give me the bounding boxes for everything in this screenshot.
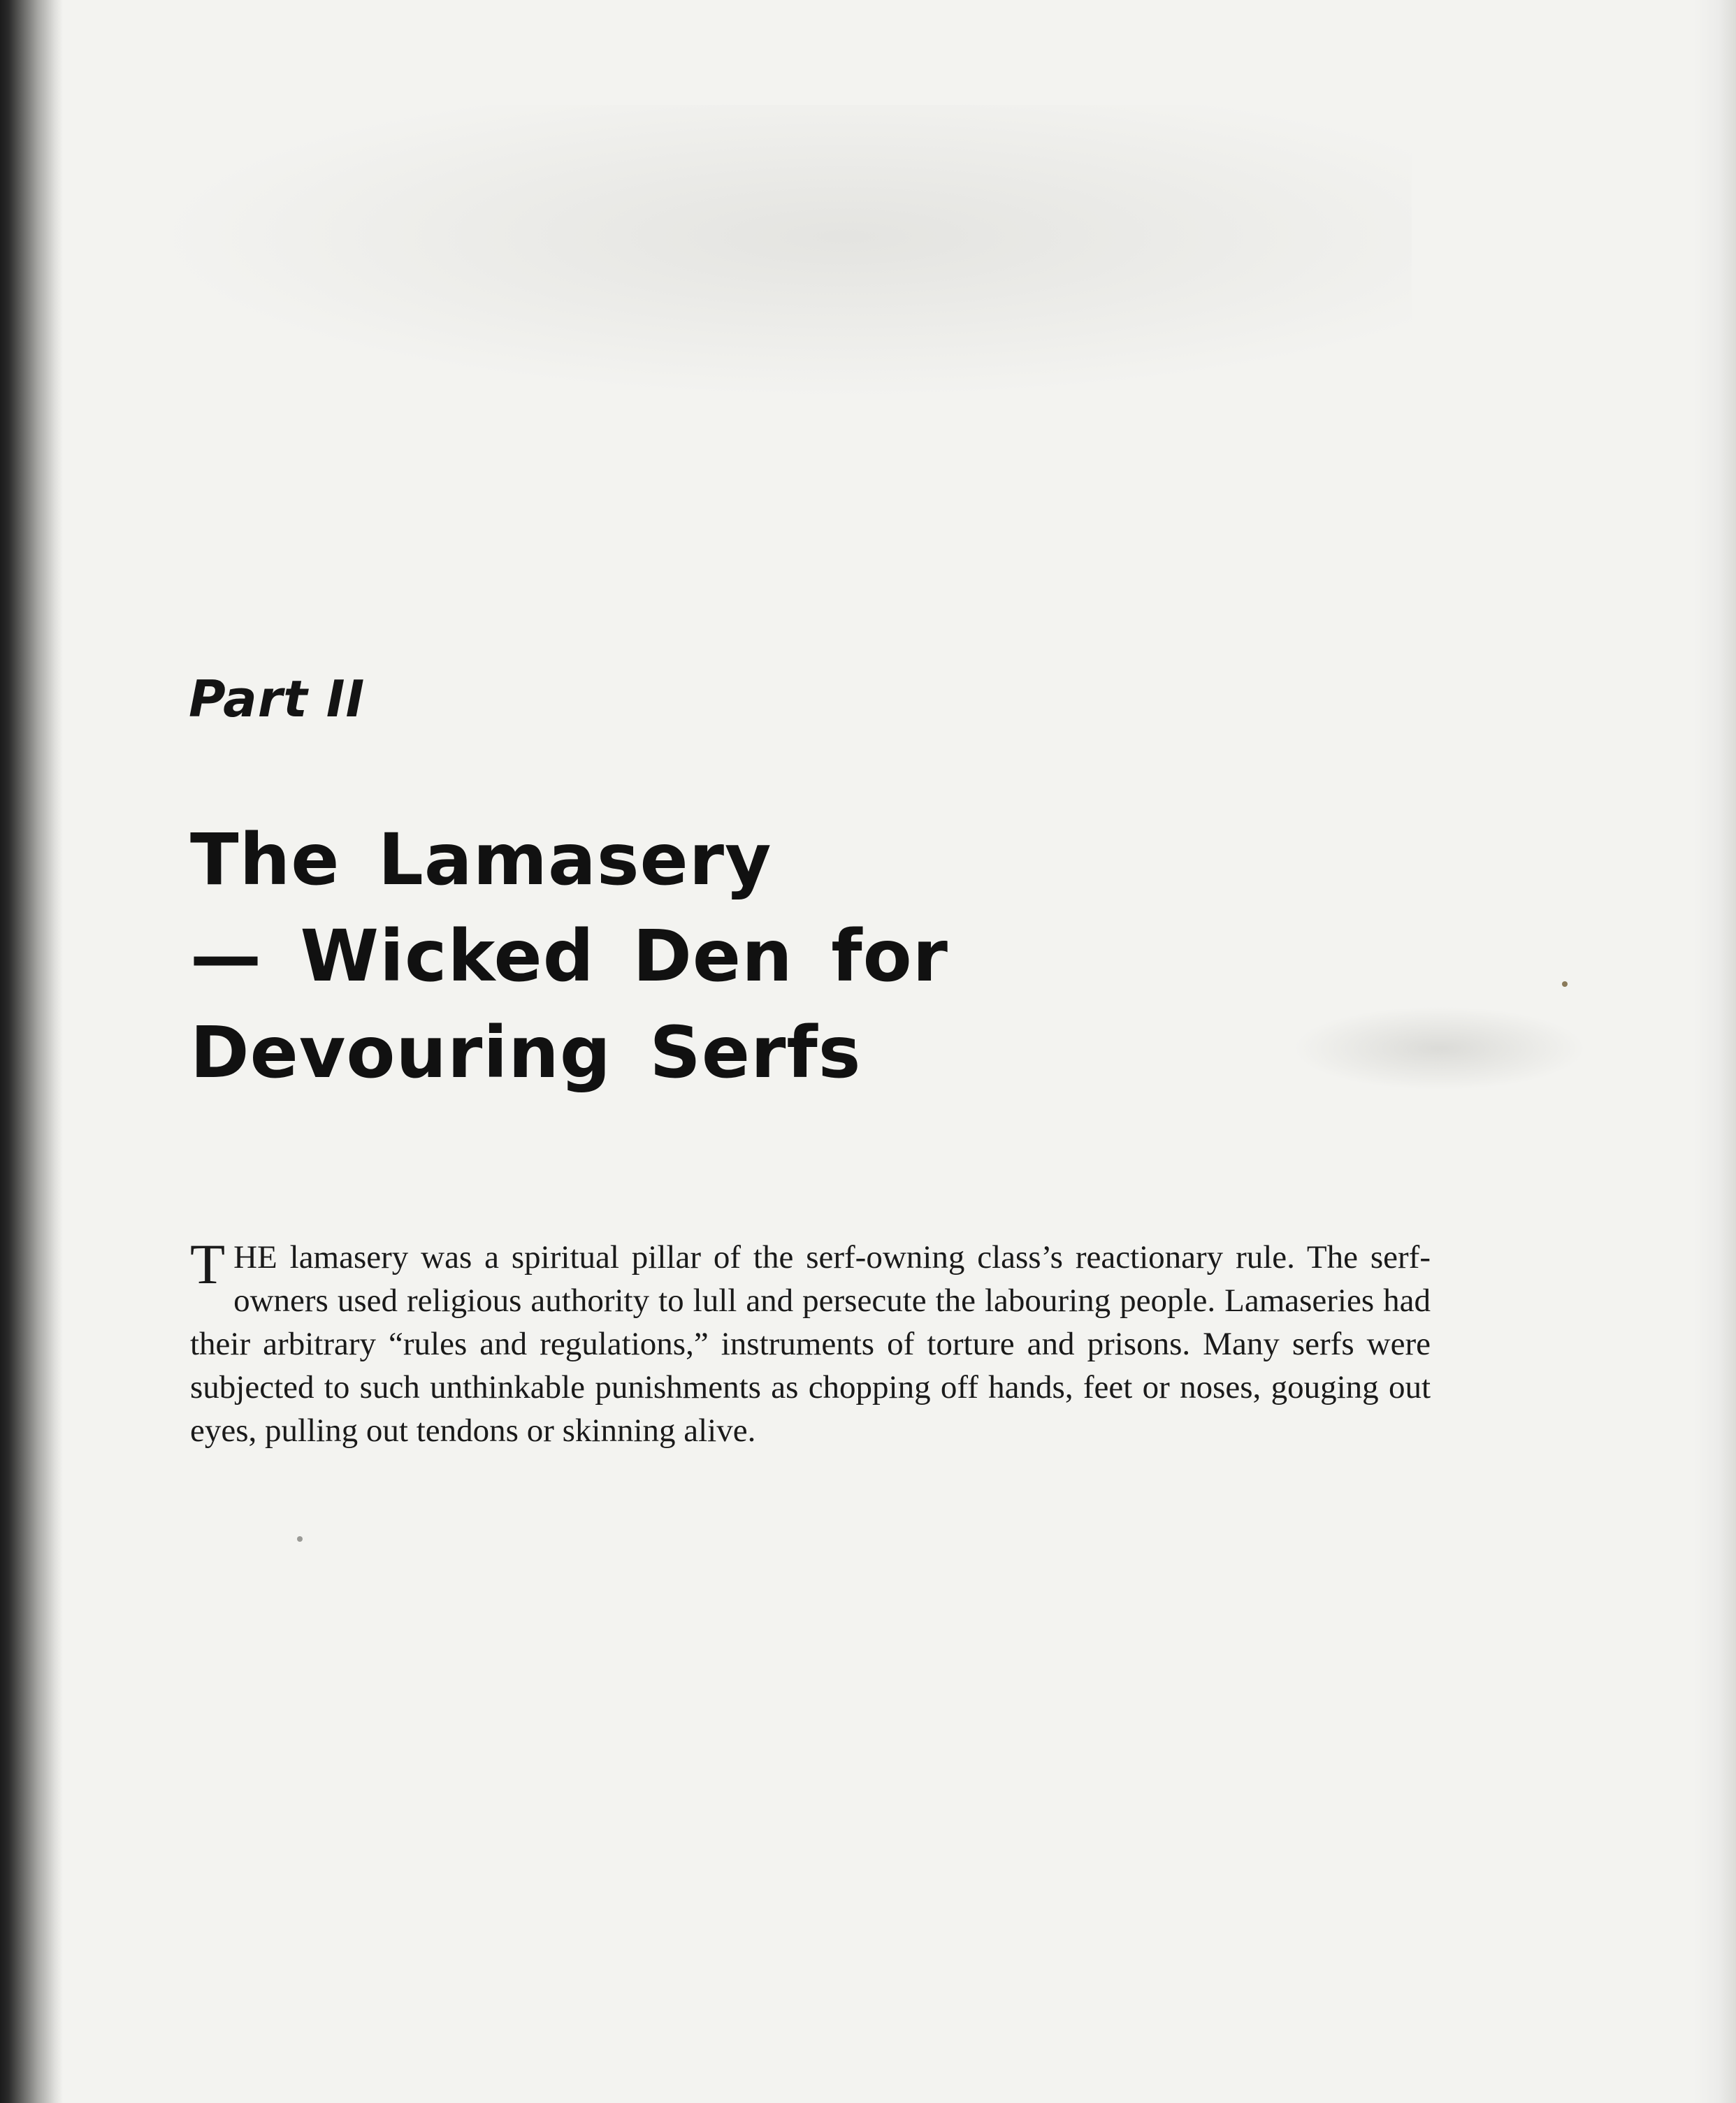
book-binding-edge — [0, 0, 63, 2103]
show-through-smudge — [154, 105, 1412, 398]
chapter-title — [190, 812, 948, 1101]
paper-speck — [1562, 981, 1568, 987]
paper-speck — [297, 1536, 303, 1542]
body-paragraph — [190, 1232, 1431, 1452]
chapter-title-line: Devouring Serfs — [190, 1011, 862, 1094]
chapter-title-line: The Lamasery — [190, 818, 772, 902]
chapter-title-line: — Wicked Den for — [190, 915, 948, 998]
part-label: Part II — [189, 670, 366, 728]
page-edge-shadow — [1694, 0, 1736, 2103]
drop-cap: T — [190, 1232, 226, 1296]
paper-smudge — [1293, 1006, 1586, 1090]
body-paragraph-text: HE lamasery was a spiritual pillar of the serf-owning class’s reactionary rule. The serf-owners used religious authority to lull and persecute the labouring people. Lamaseries had their arbitrary “rules and regulations,” instruments of torture and prisons. Many serfs were subjected to such unthinkable punishments as chopping off hands, feet or noses, gouging out eyes, pulling out tendons or skinning alive. — [190, 1239, 1431, 1449]
